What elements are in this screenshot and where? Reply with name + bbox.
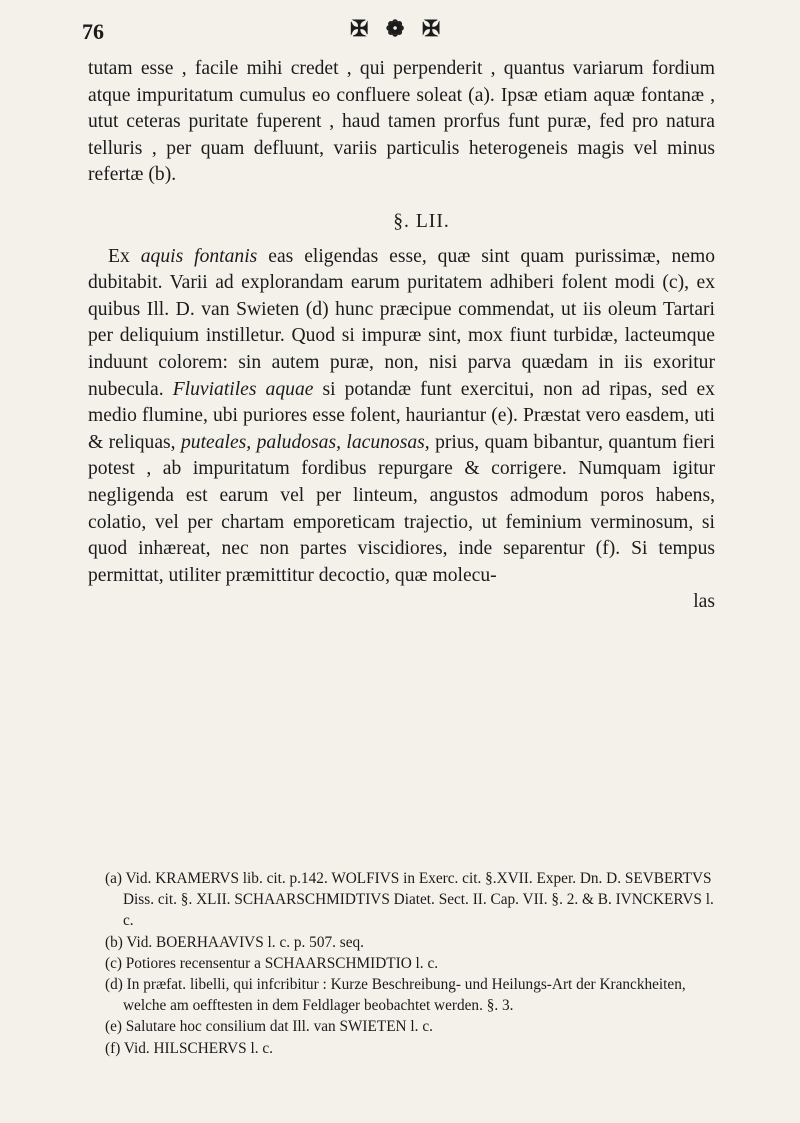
- para2-italic-puteales: puteales, paludosas, lacunosas,: [181, 431, 430, 453]
- footnote-f: (f) Vid. HILSCHERVS l. c.: [105, 1039, 273, 1057]
- footnote-d: (d) In præfat. libelli, qui infcribitur : Kurze Beschreibung- und Heilungs-Art der Kranckheiten, welche am oefftesten in dem Feldlager beobachtet werden. §. 3.: [105, 976, 686, 1015]
- page-number: 76: [82, 19, 104, 44]
- header-ornament: ✠ ❁ ✠: [350, 16, 447, 41]
- para2-text-a: Ex: [108, 245, 141, 267]
- para2-italic-fontanis: aquis fontanis: [140, 245, 258, 267]
- para2-text-e: si potandæ funt exercitui, non ad ripas, sed ex medio flumine, ubi puriores esse folent, hauriantur (e). Præstat vero easdem, uti & reliquas,: [88, 378, 715, 453]
- para2-text-g: prius, quam bibantur, quantum fieri potest , ab impuritatum fordibus repurgare & corrigere. Numquam igitur negligenda est earum vel per linteum, angustos admodum poros habens, colatio, vel per chartam emporeticam trajectio, ut feminium verminosum, si quod inhæreat, nec non partes viscidiores, inde separentur (f). Si tempus permittat, utiliter præmittitur decoctio, quæ molecu-: [88, 431, 715, 586]
- para2-italic-fluviatiles: Fluviatiles aquae: [172, 378, 314, 400]
- footnote-c: (c) Potiores recensentur a SCHAARSCHMIDTIO l. c.: [105, 954, 439, 972]
- catchword: las: [693, 591, 715, 613]
- para2-text-c: eas eligendas esse, quæ sint quam purissimæ, nemo dubitabit. Varii ad explorandam earum puritatem adhiberi folent modi (c), ex quibus Ill. D. van Swieten (d) hunc præcipue commendat, ut iis oleum Tartari per deliquium instilletur. Quod si impuræ sint, mox fiunt turbidæ, lacteumque induunt colorem: sin autem puræ, non, nisi parva quædam in iis exoritur nubecula.: [88, 245, 715, 400]
- footnote-b: (b) Vid. BOERHAAVIVS l. c. p. 507. seq.: [105, 933, 364, 951]
- main-text: [88, 56, 715, 616]
- footnotes: [105, 868, 715, 1059]
- section-heading: §. LII.: [393, 210, 450, 232]
- paragraph-2: [88, 244, 715, 590]
- paragraph-1: tutam esse , facile mihi credet , qui perpenderit , quantus variarum fordium atque impuritatum cumulus eo confluere soleat (a). Ipsæ etiam aquæ fontanæ , utut ceteras puritate fuperent , haud tamen prorfus funt puræ, fed pro natura telluris , per quam defluunt, variis particulis heterogeneis magis vel minus refertæ (b).: [88, 58, 715, 186]
- footnote-e: (e) Salutare hoc consilium dat Ill. van SWIETEN l. c.: [105, 1018, 433, 1036]
- running-header: [82, 12, 712, 52]
- footnote-a: (a) Vid. KRAMERVS lib. cit. p.142. WOLFIVS in Exerc. cit. §.XVII. Exper. Dn. D. SEVBERTVS Diss. cit. §. XLII. SCHAARSCHMIDTIVS Diatet. Sect. II. Cap. VII. §. 2. & B. IVNCKERVS l. c.: [105, 870, 714, 930]
